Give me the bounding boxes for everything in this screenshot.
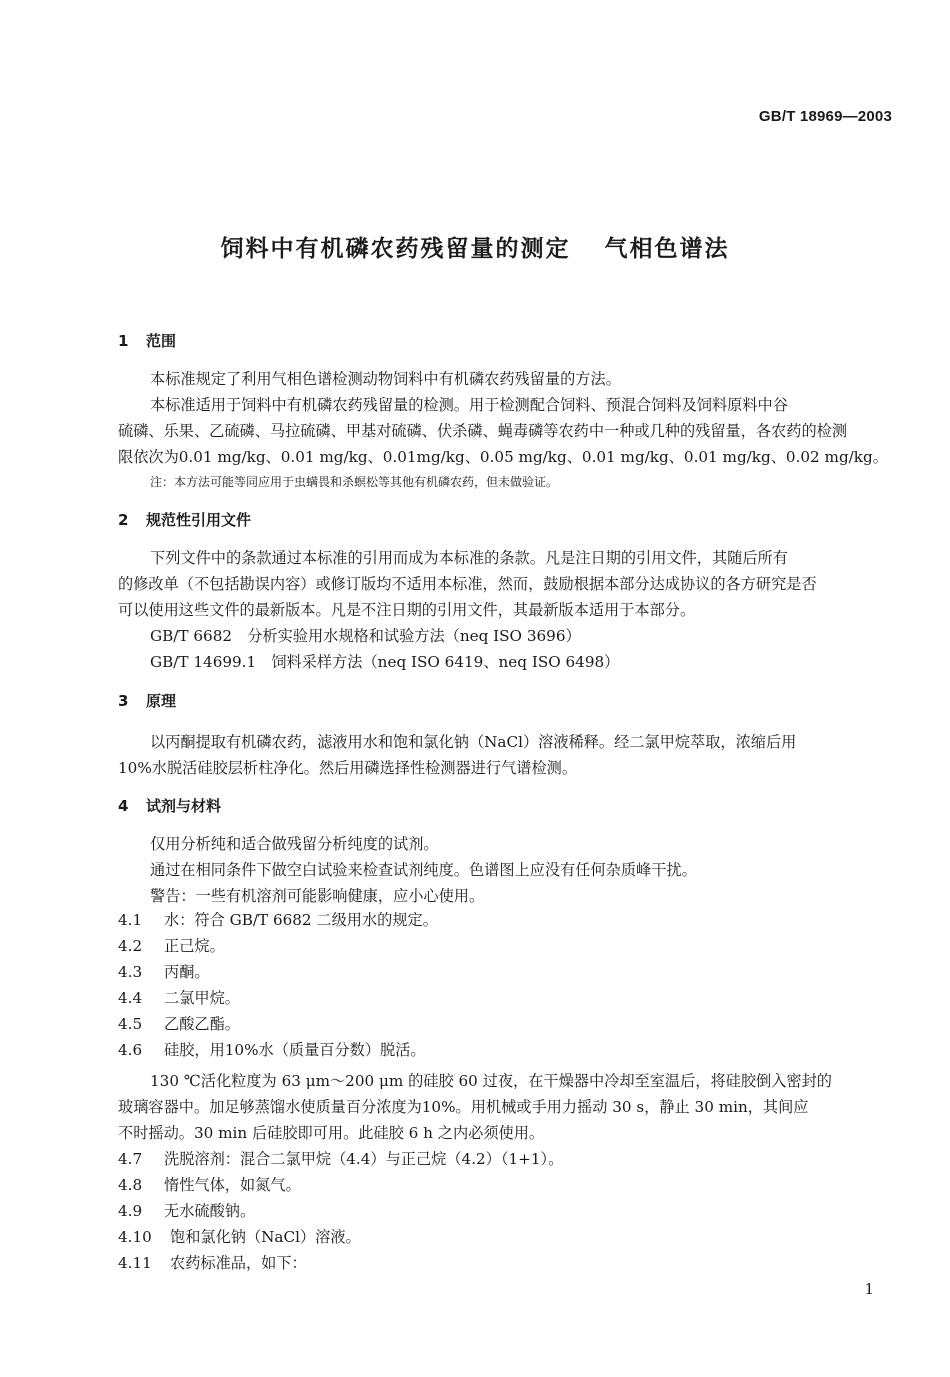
- item-text: 无水硫酸钠。: [164, 1202, 256, 1220]
- item-number: 4.1: [118, 911, 143, 929]
- section-title: 原理: [146, 692, 177, 710]
- section-number: 2: [118, 511, 129, 529]
- section-1-para-2-line-2: 硫磷、乐果、乙硫磷、马拉硫磷、甲基对硫磷、伏杀磷、蝇毒磷等农药中一种或几种的残留量，各农药的检测: [118, 422, 847, 440]
- item-number: 4.9: [118, 1202, 143, 1220]
- item-number: 4.7: [118, 1150, 143, 1168]
- item-text: 农药标准品，如下：: [170, 1254, 307, 1272]
- section-1-heading: [118, 330, 176, 351]
- item-text: 丙酮。: [164, 963, 210, 981]
- section-4-para-1: 仅用分析纯和适合做残留分析纯度的试剂。: [150, 835, 439, 853]
- list-item: [118, 1039, 426, 1060]
- section-title: 试剂与材料: [146, 797, 222, 815]
- silica-prep-line-3: 不时摇动。30 min 后硅胶即可用。此硅胶 6 h 之内必须使用。: [118, 1124, 545, 1142]
- reference-gbt-6682: GB/T 6682 分析实验用水规格和试验方法（neq ISO 3696）: [150, 627, 581, 645]
- silica-prep-line-1: 130 ℃活化粒度为 63 μm～200 μm 的硅胶 60 过夜，在干燥器中冷却至室温后，将硅胶倒入密封的: [150, 1072, 832, 1090]
- item-text: 硅胶，用10%水（质量百分数）脱活。: [164, 1041, 426, 1059]
- item-text: 水：符合 GB/T 6682 二级用水的规定。: [164, 911, 438, 929]
- list-item: [118, 987, 240, 1008]
- section-title: 规范性引用文件: [146, 511, 252, 529]
- item-number: 4.8: [118, 1176, 143, 1194]
- item-text: 饱和氯化钠（NaCl）溶液。: [170, 1228, 361, 1246]
- section-number: 4: [118, 797, 129, 815]
- document-title: [0, 230, 950, 263]
- section-4-para-2: 通过在相同条件下做空白试验来检查试剂纯度。色谱图上应没有任何杂质峰干扰。: [150, 861, 697, 879]
- title-main: 饲料中有机磷农药残留量的测定: [220, 236, 571, 262]
- list-item: [118, 1174, 301, 1195]
- list-item: [118, 1013, 240, 1034]
- section-number: 1: [118, 332, 129, 350]
- item-number: 4.6: [118, 1041, 143, 1059]
- list-item: [118, 1252, 307, 1273]
- list-item: [118, 935, 225, 956]
- section-2-para-line-2: 的修改单（不包括勘误内容）或修订版均不适用本标准，然而，鼓励根据本部分达成协议的各方研究是否: [118, 575, 817, 593]
- title-sub: 气相色谱法: [604, 236, 730, 262]
- silica-prep-line-2: 玻璃容器中。加足够蒸馏水使质量百分浓度为10%。用机械或手用力摇动 30 s，静止 30 min，其间应: [118, 1098, 809, 1116]
- section-2-para-line-1: 下列文件中的条款通过本标准的引用而成为本标准的条款。凡是注日期的引用文件，其随后所有: [150, 549, 788, 567]
- list-item: [118, 909, 438, 930]
- reference-gbt-14699: GB/T 14699.1 饲料采样方法（neq ISO 6419、neq ISO 6498）: [150, 653, 620, 671]
- item-number: 4.4: [118, 989, 143, 1007]
- item-text: 二氯甲烷。: [164, 989, 240, 1007]
- item-number: 4.3: [118, 963, 143, 981]
- item-text: 正己烷。: [164, 937, 225, 955]
- list-item: [118, 961, 210, 982]
- item-number: 4.5: [118, 1015, 143, 1033]
- section-1-para-2-line-3: 限依次为0.01 mg/kg、0.01 mg/kg、0.01mg/kg、0.05 mg/kg、0.01 mg/kg、0.01 mg/kg、0.02 mg/kg。: [118, 448, 888, 466]
- section-3-para-line-2: 10%水脱活硅胶层析柱净化。然后用磷选择性检测器进行气谱检测。: [118, 759, 578, 777]
- section-1-para-2-line-1: 本标准适用于饲料中有机磷农药残留量的检测。用于检测配合饲料、预混合饲料及饲料原料中谷: [150, 396, 788, 414]
- section-4-heading: [118, 795, 221, 816]
- section-3-heading: [118, 690, 176, 711]
- item-text: 惰性气体，如氮气。: [164, 1176, 301, 1194]
- section-1-para-1: 本标准规定了利用气相色谱检测动物饲料中有机磷农药残留量的方法。: [150, 370, 621, 388]
- list-item: [118, 1200, 255, 1221]
- section-2-para-line-3: 可以使用这些文件的最新版本。凡是不注日期的引用文件，其最新版本适用于本部分。: [118, 601, 696, 619]
- item-number: 4.11: [118, 1254, 152, 1272]
- page-number: 1: [864, 1280, 874, 1298]
- section-2-heading: [118, 509, 251, 530]
- section-title: 范围: [146, 332, 177, 350]
- item-text: 乙酸乙酯。: [164, 1015, 240, 1033]
- section-3-para-line-1: 以丙酮提取有机磷农药，滤液用水和饱和氯化钠（NaCl）溶液稀释。经二氯甲烷萃取，浓缩后用: [150, 733, 797, 751]
- section-4-warning: 警告：一些有机溶剂可能影响健康，应小心使用。: [150, 887, 485, 905]
- list-item: [118, 1148, 563, 1169]
- item-number: 4.2: [118, 937, 143, 955]
- section-1-note: 注：本方法可能等同应用于虫螨畏和杀螟松等其他有机磷农药，但未做验证。: [150, 475, 559, 489]
- section-number: 3: [118, 692, 129, 710]
- standard-number: GB/T 18969—2003: [758, 108, 892, 125]
- list-item: [118, 1226, 361, 1247]
- item-number: 4.10: [118, 1228, 152, 1246]
- item-text: 洗脱溶剂：混合二氯甲烷（4.4）与正己烷（4.2）（1+1）。: [164, 1150, 564, 1168]
